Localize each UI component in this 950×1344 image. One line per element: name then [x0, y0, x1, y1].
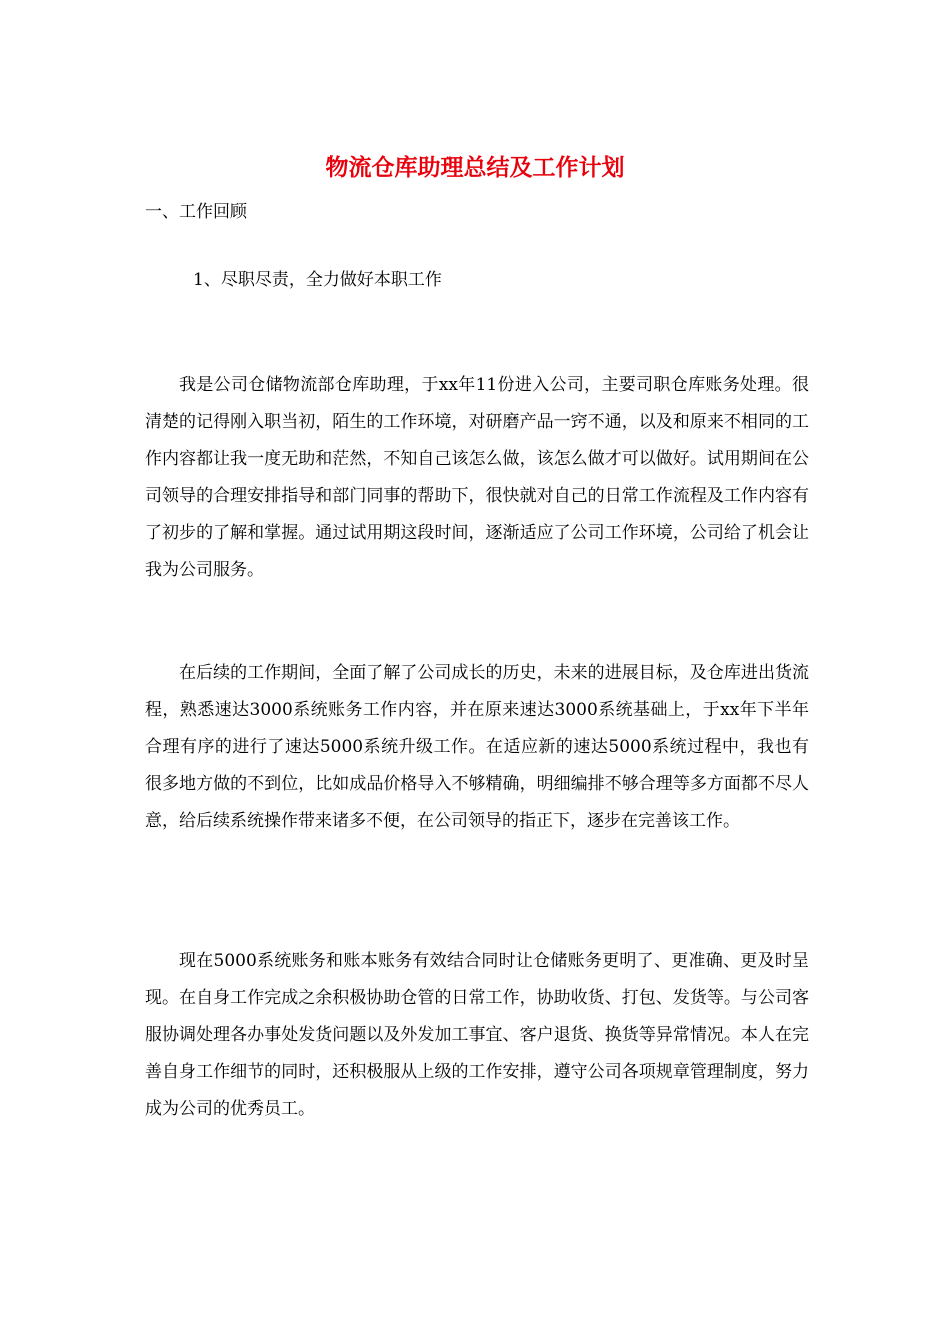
- document-title: 物流仓库助理总结及工作计划: [325, 154, 625, 181]
- body-paragraph: 在后续的工作期间，全面了解了公司成长的历史，未来的进展目标，及仓库进出货流程，熟悉速达3000系统账务工作内容，并在原来速达3000系统基础上，于xx年下半年合理有序的进行了速达5000系统升级工作。在适应新的速达5000系统过程中，我也有很多地方做的不到位，比如成品价格导入不够精确，明细编排不够合理等多方面都不尽人意，给后续系统操作带来诸多不便，在公司领导的指正下，逐步在完善该工作。: [145, 663, 809, 831]
- body-paragraph: 现在5000系统账务和账本账务有效结合同时让仓储账务更明了、更准确、更及时呈现。在自身工作完成之余积极协助仓管的日常工作，协助收货、打包、发货等。与公司客服协调处理各办事处发货问题以及外发加工事宜、客户退货、换货等异常情况。本人在完善自身工作细节的同时，还积极服从上级的工作安排，遵守公司各项规章管理制度，努力成为公司的优秀员工。: [145, 951, 809, 1119]
- section-heading: 一、工作回顾: [145, 202, 247, 222]
- body-paragraph: 我是公司仓储物流部仓库助理，于xx年11份进入公司，主要司职仓库账务处理。很清楚的记得刚入职当初，陌生的工作环境，对研磨产品一窍不通，以及和原来不相同的工作内容都让我一度无助和茫然，不知自己该怎么做，该怎么做才可以做好。试用期间在公司领导的合理安排指导和部门同事的帮助下，很快就对自己的日常工作流程及工作内容有了初步的了解和掌握。通过试用期这段时间，逐渐适应了公司工作环境，公司给了机会让我为公司服务。: [145, 375, 809, 580]
- subsection-heading: 1、尽职尽责，全力做好本职工作: [193, 270, 442, 290]
